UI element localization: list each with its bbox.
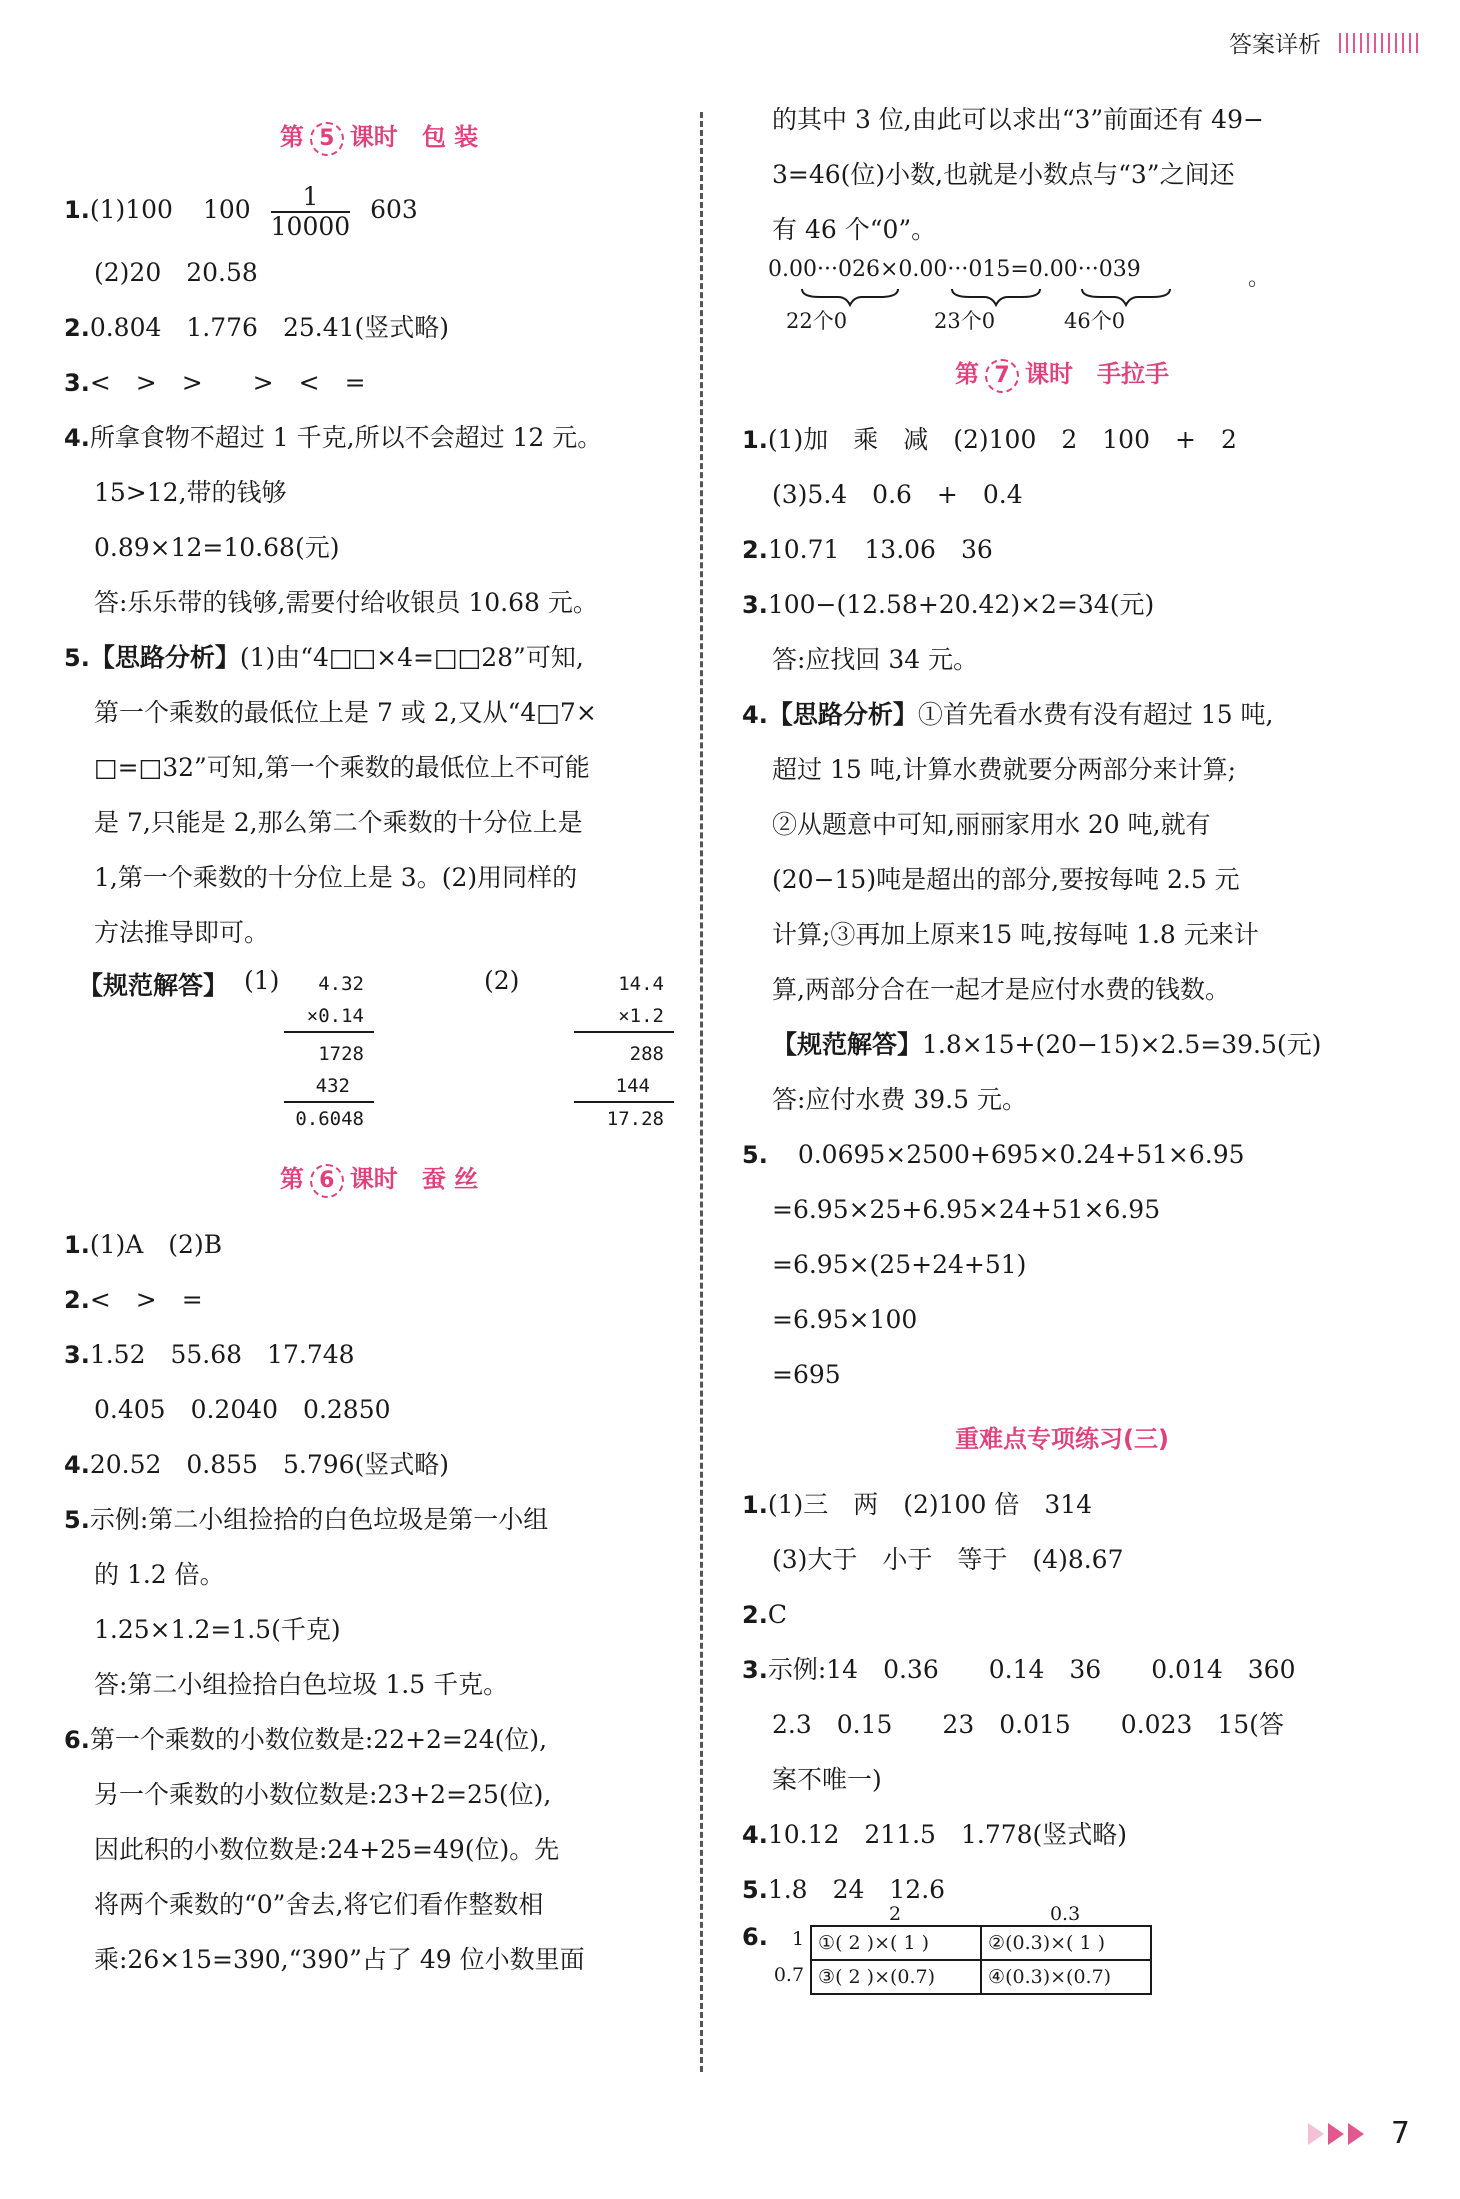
section-title-lesson7: 第 7 课时 手拉手 [742,337,1382,412]
answer-5: 5.【思路分析】(1)由“4□□×4=□□28”可知, [64,643,584,672]
answer-5-line: 第一个乘数的最低位上是 7 或 2,又从“4□7× [94,698,597,727]
l6-answer-6-line: 因此积的小数位数是:24+25=49(位)。先 [94,1835,560,1864]
brace-label-3: 46个0 [1064,309,1126,333]
brace-label-2: 23个0 [934,309,996,333]
l6-answer-5: 5.示例:第二小组捡拾的白色垃圾是第一小组 [64,1505,549,1534]
sp-answer-1-line: (3)大于 小于 等于 (4)8.67 [772,1545,1124,1574]
answer-4-line: 0.89×12=10.68(元) [94,533,340,562]
l7-answer-1: 1.(1)加 乘 减 (2)100 2 100 + 2 [742,425,1237,454]
l7-answer-5-line: =6.95×25+6.95×24+51×6.95 [772,1195,1161,1224]
continued-line: 有 46 个“0”。 [772,215,937,244]
l6-answer-6: 6.第一个乘数的小数位数是:22+2=24(位), [64,1725,548,1754]
answer-5-line: □=□32”可知,第一个乘数的最低位上不可能 [94,753,590,782]
l6-answer-2: 2.< > = [64,1285,203,1314]
l6-answer-4: 4.20.52 0.855 5.796(竖式略) [64,1450,450,1479]
l7-answer-5-line: =6.95×(25+24+51) [772,1250,1027,1279]
l7-answer-4-line: (20−15)吨是超出的部分,要按每吨 2.5 元 [772,865,1240,894]
l6-answer-6-line: 将两个乘数的“0”舍去,将它们看作整数相 [94,1890,544,1919]
l7-answer-4-line: ②从题意中可知,丽丽家用水 20 吨,就有 [772,810,1211,839]
table-cell: ④(0.3)×(0.7) [981,1960,1151,1994]
table-row [811,1926,1151,1960]
l7-answer-4-line: 计算;③再加上原来15 吨,按每吨 1.8 元来计 [772,920,1259,949]
l7-answer-4-line: 算,两部分合在一起才是应付水费的钱数。 [772,975,1230,1004]
sp-answer-1: 1.(1)三 两 (2)100 倍 314 [742,1490,1093,1519]
calc1-row2: ×0.14 [306,1005,364,1027]
table-cell: ③( 2 )×(0.7) [811,1960,981,1994]
answer-4: 4.所拿食物不超过 1 千克,所以不会超过 12 元。 [64,423,603,452]
l6-answer-1: 1.(1)A (2)B [64,1230,223,1259]
standard-answer-tag: 【规范解答】 [78,971,229,1000]
vertical-calculations [64,960,694,1130]
l7-answer-4-line: 超过 15 吨,计算水费就要分两部分来计算; [772,755,1237,784]
l7-answer-5-line: =695 [772,1360,841,1389]
l7-answer-4-solution: 【规范解答】1.8×15+(20−15)×2.5=39.5(元) [772,1030,1322,1059]
sp-answer-5: 5.1.8 24 12.6 [742,1875,946,1904]
l6-answer-3-line: 0.405 0.2040 0.2850 [94,1395,391,1424]
calc1-row1: 4.32 [318,973,364,995]
sp-answer-6: 6. 1 0.7 2 0.3 ①( 2 )×( 1 ) ②(0.3)×( 1 ) ③( 2 )×(0.7) ④(0.3)×(0.7) [742,1917,1382,1995]
sp-answer-3: 3.示例:14 0.36 0.14 36 0.014 360 [742,1655,1296,1684]
answer-3: 3.< > > > < = [64,368,366,397]
l6-answer-5-line: 答:第二小组捡拾白色垃圾 1.5 千克。 [94,1670,509,1699]
right-column [742,92,1382,1995]
page-header [1229,26,1418,59]
continued-line: 的其中 3 位,由此可以求出“3”前面还有 49− [772,105,1264,134]
section-title-lesson5: 第 5 课时 包 装 [64,100,694,175]
calc2-row2: ×1.2 [618,1005,664,1027]
answer-1: 1.(1)100 100 $\frac{1}{10000}$ 603 [64,181,418,241]
l6-answer-5-line: 1.25×1.2=1.5(千克) [94,1615,341,1644]
equation-period: 。 [1248,266,1271,291]
table-row [811,1960,1151,1994]
brace-equation [742,257,1382,337]
sp-answer-4: 4.10.12 211.5 1.778(竖式略) [742,1820,1128,1849]
calc2-row3: 288 [629,1043,664,1065]
column-divider [700,112,703,2072]
multiplication-table [810,1903,1152,1995]
answer-5-line: 是 7,只能是 2,那么第二个乘数的十分位上是 [94,808,583,837]
answer-4-line: 答:乐乐带的钱够,需要付给收银员 10.68 元。 [94,588,598,617]
l7-answer-4: 4.【思路分析】①首先看水费有没有超过 15 吨, [742,700,1274,729]
answer-2: 2.0.804 1.776 25.41(竖式略) [64,313,450,342]
answer-5-line: 1,第一个乘数的十分位上是 3。(2)用同样的 [94,863,578,892]
calc2-row5: 17.28 [606,1108,664,1130]
calc1-row5: 0.6048 [295,1108,364,1130]
l7-answer-3-line: 答:应找回 34 元。 [772,645,979,674]
brace-equation-text: 0.00···026×0.00···015=0.00···039 [768,257,1141,282]
answer-4-line: 15>12,带的钱够 [94,478,287,507]
calc2-label: (2) [484,966,520,995]
l6-answer-6-line: 乘:26×15=390,“390”占了 49 位小数里面 [94,1945,585,1974]
calc1-label: (1) [244,966,280,995]
fraction: $\frac{1}{10000}$ [270,181,351,241]
table-header: 2 0.3 [889,1903,1081,1925]
l7-answer-3: 3.100−(12.58+20.42)×2=34(元) [742,590,1155,619]
header-decoration [1339,33,1418,53]
header-title: 答案详析 [1229,32,1321,58]
table-cell: ②(0.3)×( 1 ) [981,1926,1151,1960]
l7-answer-5-line: =6.95×100 [772,1305,918,1334]
next-arrows-icon [1308,2123,1364,2145]
calc2-row4: 144 [615,1075,650,1097]
l6-answer-5-line: 的 1.2 倍。 [94,1560,225,1589]
sp-answer-3-line: 案不唯一) [772,1765,882,1794]
calc1-row4: 432 [315,1075,350,1097]
l6-answer-3: 3.1.52 55.68 17.748 [64,1340,355,1369]
table-row-labels: 1 0.7 [773,1928,805,1986]
l7-answer-5: 5. 0.0695×2500+695×0.24+51×6.95 [742,1140,1245,1169]
calc1-row3: 1728 [318,1043,364,1065]
l7-answer-1-line: (3)5.4 0.6 + 0.4 [772,480,1023,509]
brace-label-1: 22个0 [786,309,848,333]
calc2-row1: 14.4 [618,973,664,995]
sp-answer-3-line: 2.3 0.15 23 0.015 0.023 15(答 [772,1710,1284,1739]
answer-1-2: (2)20 20.58 [94,258,258,287]
sp-answer-2: 2.C [742,1600,787,1629]
vertical-calc-svg [64,960,694,1130]
page-number: 7 [1390,2116,1410,2151]
left-column [64,100,694,1987]
l6-answer-6-line: 另一个乘数的小数位数是:23+2=25(位), [94,1780,552,1809]
table [810,1925,1152,1995]
section-title-special-practice: 重难点专项练习(三) [955,1425,1169,1453]
continued-line: 3=46(位)小数,也就是小数点与“3”之间还 [772,160,1235,189]
l7-answer-4-line: 答:应付水费 39.5 元。 [772,1085,1027,1114]
section-title-lesson6: 第 6 课时 蚕 丝 [64,1142,694,1217]
answer-5-line: 方法推导即可。 [94,918,270,947]
l7-answer-2: 2.10.71 13.06 36 [742,535,993,564]
table-cell: ①( 2 )×( 1 ) [811,1926,981,1960]
